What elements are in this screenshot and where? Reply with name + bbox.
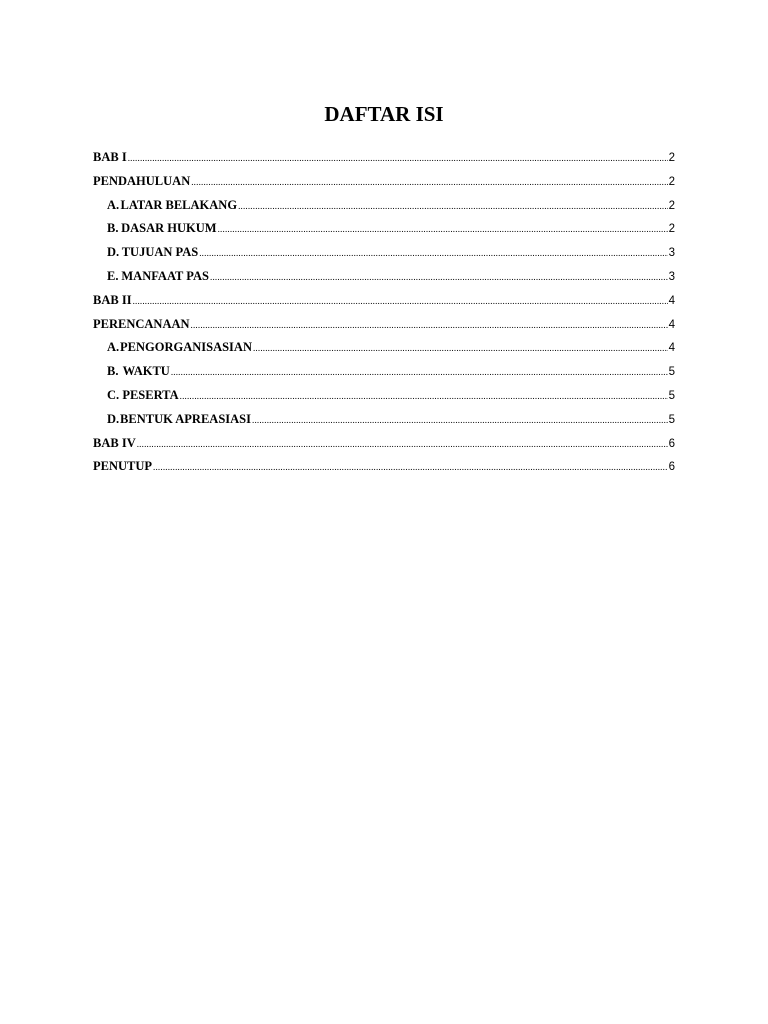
toc-entry-label: PENGORGANISASIAN (120, 340, 252, 355)
toc-page-number: 4 (668, 318, 675, 331)
toc-entry-perencanaan[interactable] (93, 317, 675, 341)
toc-page-number: 5 (668, 413, 675, 426)
toc-entry-label: BAB IV (93, 435, 136, 450)
toc-leader-dots (133, 296, 668, 306)
toc-entry-label: TUJUAN PAS (121, 245, 199, 260)
toc-entry-waktu[interactable] (93, 364, 675, 388)
toc-page-number: 4 (668, 294, 675, 307)
toc-page-number: 6 (668, 437, 675, 450)
toc-entry-dasar-hukum[interactable] (93, 221, 675, 245)
toc-leader-dots (252, 415, 668, 425)
toc-leader-dots (210, 272, 668, 282)
toc-entry-label: WAKTU (122, 364, 170, 379)
toc-page-number: 6 (668, 461, 675, 474)
toc-leader-dots (191, 320, 668, 330)
toc-page-number: 5 (668, 366, 675, 379)
toc-entry-pengorganisasian[interactable] (93, 340, 675, 364)
toc-page-number: 2 (668, 199, 675, 212)
toc-leader-dots (199, 248, 667, 258)
toc-entry-bab-1[interactable] (93, 150, 675, 174)
toc-leader-dots (171, 367, 668, 377)
toc-leader-dots (128, 153, 668, 163)
toc-page-number: 2 (668, 223, 675, 236)
toc-entry-bab-2[interactable] (93, 293, 675, 317)
toc-entry-letter: C. (107, 387, 120, 402)
toc-page-number: 3 (668, 247, 675, 260)
toc-entry-letter: D. (107, 245, 120, 260)
toc-entry-label: DASAR HUKUM (121, 221, 217, 236)
toc-entry-letter: E. (107, 268, 119, 283)
toc-leader-dots (180, 391, 668, 401)
toc-page-number: 2 (668, 152, 675, 164)
toc-page-number: 2 (668, 175, 675, 188)
toc-leader-dots (218, 224, 668, 234)
toc-entry-label: PENUTUP (93, 459, 153, 474)
toc-leader-dots (191, 177, 667, 187)
toc-leader-dots (153, 462, 668, 472)
toc-entry-label: LATAR BELAKANG (120, 197, 238, 212)
toc-entry-letter: A. (107, 340, 120, 355)
toc-entry-letter: A. (107, 197, 120, 212)
toc-entry-pendahuluan[interactable] (93, 174, 675, 198)
toc-entry-latar-belakang[interactable] (93, 198, 675, 222)
page-title: DAFTAR ISI (324, 102, 444, 126)
toc-entry-tujuan-pas[interactable] (93, 245, 675, 269)
toc-entry-letter: D. (107, 411, 120, 426)
toc-entry-label: BAB I (93, 150, 127, 164)
toc-page-number: 5 (668, 389, 675, 402)
toc-entry-label: MANFAAT PAS (121, 268, 209, 283)
toc-leader-dots (137, 439, 668, 449)
toc-entry-bab-4[interactable] (93, 436, 675, 460)
toc-entry-label: BAB II (93, 292, 132, 307)
toc-entry-bentuk-apreasiasi[interactable] (93, 412, 675, 436)
toc-entry-manfaat-pas[interactable] (93, 269, 675, 293)
toc-entry-label: BENTUK APREASIASI (120, 411, 251, 426)
toc-leader-dots (238, 201, 668, 211)
toc-entry-label: PENDAHULUAN (93, 173, 191, 188)
toc-page-number: 4 (668, 342, 675, 355)
toc-entry-letter: B. (107, 364, 119, 379)
toc-entry-label: PERENCANAAN (93, 316, 190, 331)
toc-leader-dots (253, 343, 668, 353)
toc-entry-peserta[interactable] (93, 388, 675, 412)
table-of-contents (93, 150, 675, 483)
toc-entry-letter: B. (107, 221, 119, 236)
toc-page-number: 3 (668, 270, 675, 283)
toc-entry-label: PESERTA (122, 387, 179, 402)
toc-entry-penutup[interactable] (93, 459, 675, 483)
